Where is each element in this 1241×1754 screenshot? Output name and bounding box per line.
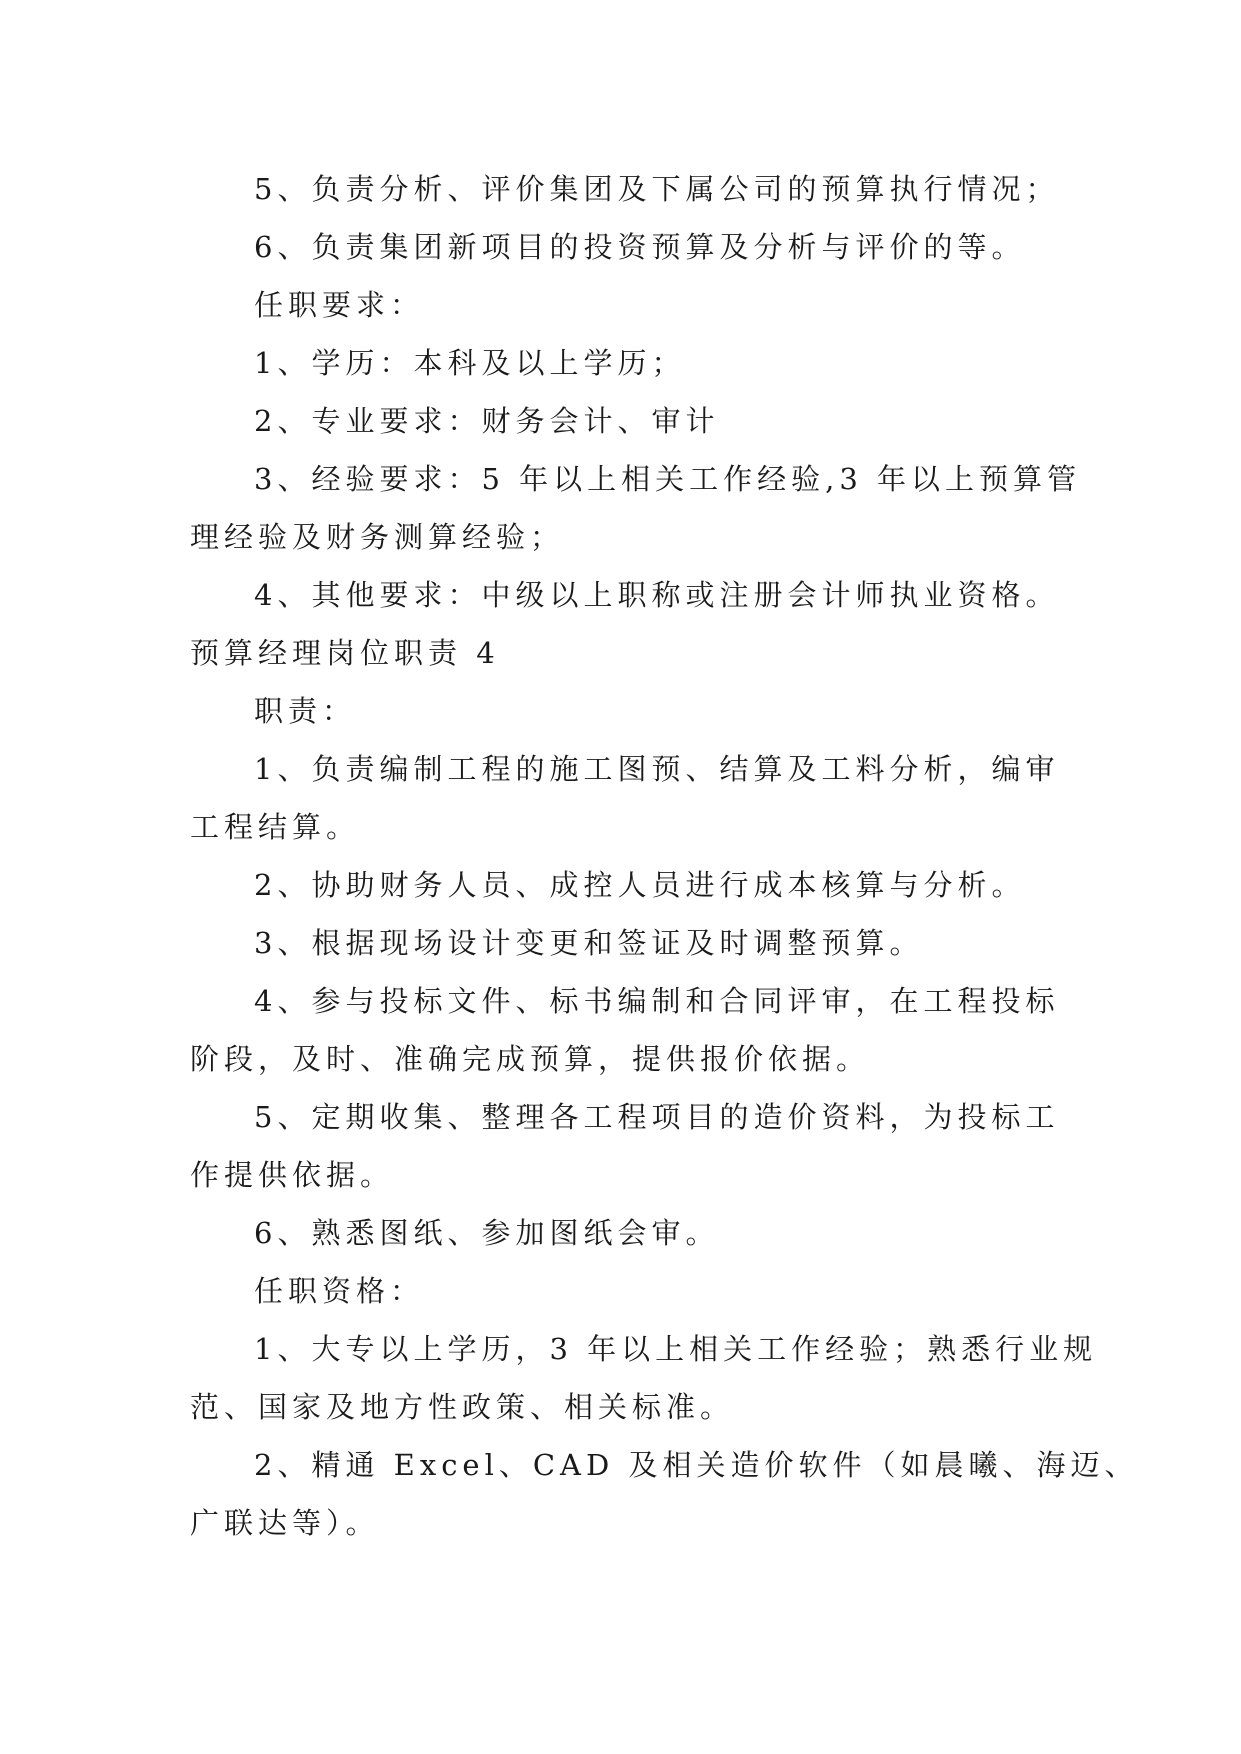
text-line: 4、其他要求：中级以上职称或注册会计师执业资格。 [254,578,1060,612]
text-line: 5、负责分析、评价集团及下属公司的预算执行情况； [254,172,1060,206]
text-line: 3、根据现场设计变更和签证及时调整预算。 [254,926,924,960]
text-line: 6、熟悉图纸、参加图纸会审。 [254,1216,720,1250]
document-title: 预算经理岗位职责 4 [190,636,500,670]
text-line: 6、负责集团新项目的投资预算及分析与评价的等。 [254,230,1026,264]
document-body [190,160,1139,1552]
text-line: 1、负责编制工程的施工图预、结算及工料分析，编审 [254,752,1060,786]
text-line: 4、参与投标文件、标书编制和合同评审，在工程投标 [254,984,1060,1018]
text-line: 阶段，及时、准确完成预算，提供报价依据。 [190,1042,871,1076]
text-line: 理经验及财务测算经验； [190,520,565,554]
text-line: 2、协助财务人员、成控人员进行成本核算与分析。 [254,868,1026,902]
text-line: 1、大专以上学历，3 年以上相关工作经验；熟悉行业规 [254,1332,1098,1366]
text-line: 范、国家及地方性政策、相关标准。 [190,1390,735,1424]
section-heading: 任职资格： [254,1274,425,1308]
text-line: 作提供依据。 [190,1158,395,1192]
text-line: 广联达等）。 [190,1506,380,1540]
text-line: 2、专业要求：财务会计、审计 [254,404,720,438]
text-line: 1、学历：本科及以上学历； [254,346,686,380]
text-line: 2、精通 Excel、CAD 及相关造价软件（如晨曦、海迈、 [254,1448,1139,1482]
text-line: 3、经验要求：5 年以上相关工作经验,3 年以上预算管 [254,462,1082,496]
text-line: 5、定期收集、整理各工程项目的造价资料，为投标工 [254,1100,1060,1134]
section-heading: 职责： [254,694,357,728]
text-line: 工程结算。 [190,810,361,844]
section-heading: 任职要求： [254,288,425,322]
